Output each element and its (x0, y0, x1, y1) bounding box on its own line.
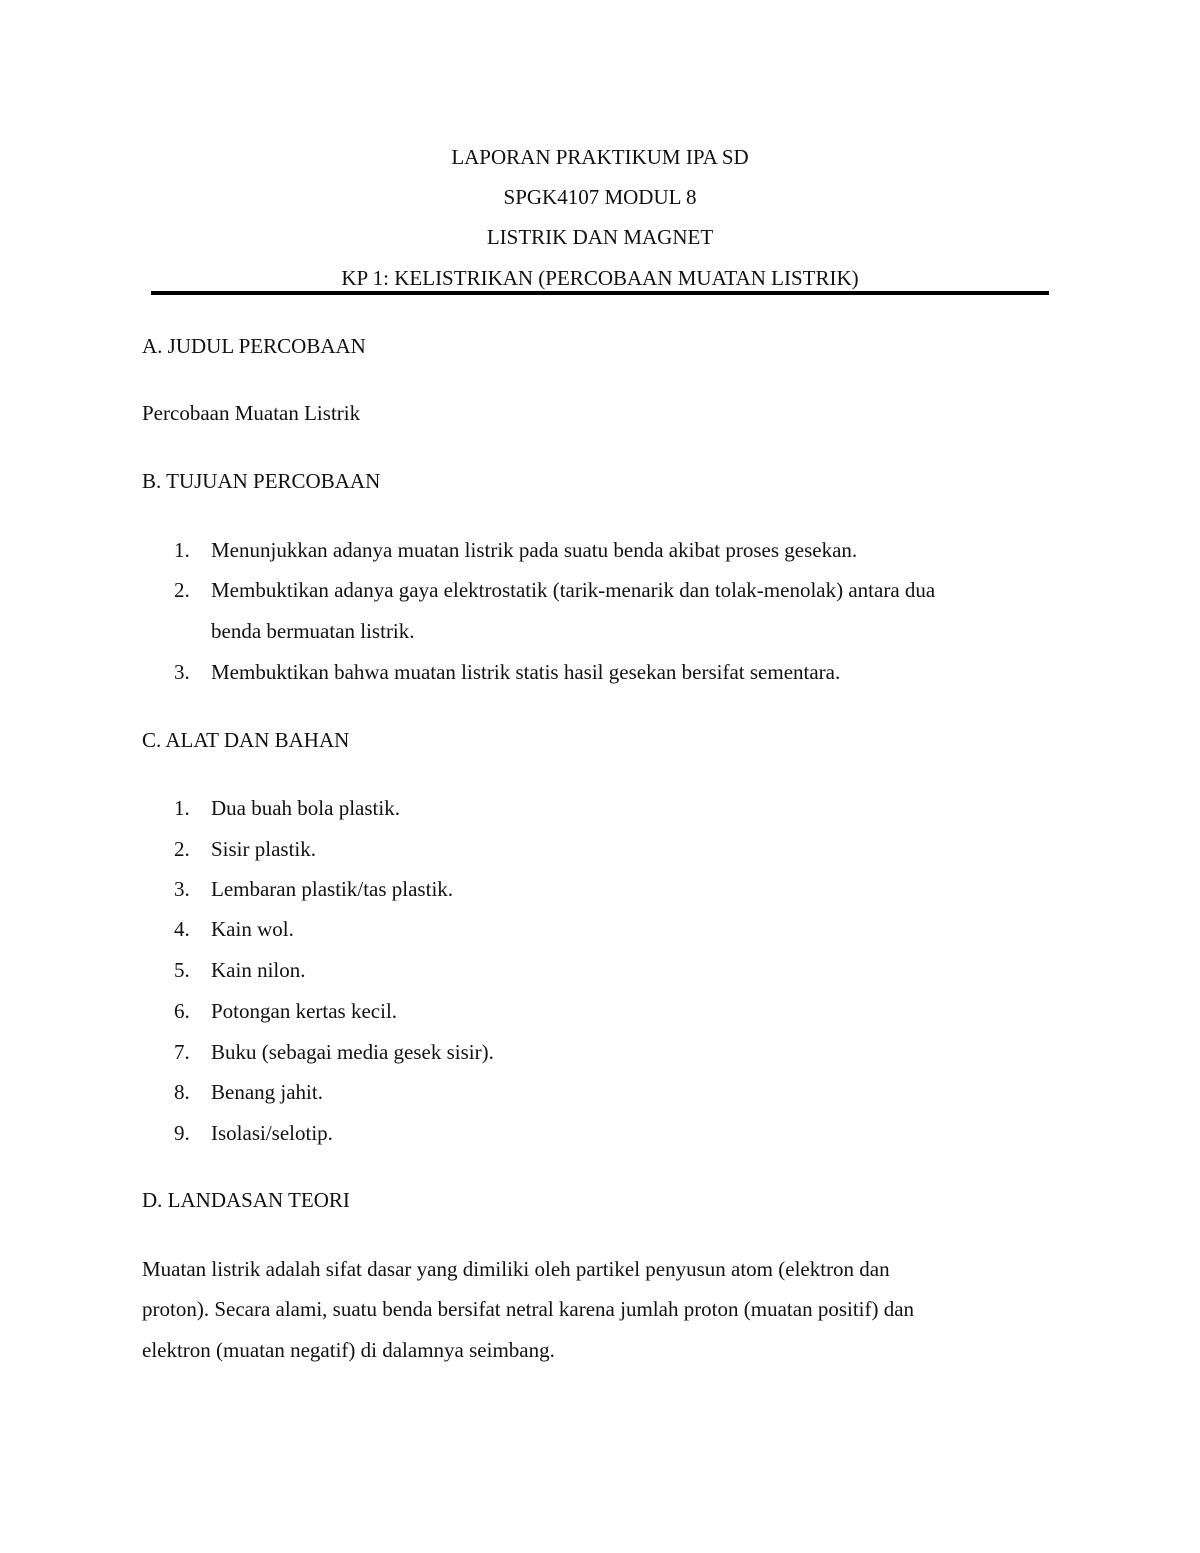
list-item-text: Isolasi/selotip. (211, 1121, 333, 1145)
header-divider (151, 291, 1049, 295)
list-item-text: Membuktikan bahwa muatan listrik statis hasil gesekan bersifat sementara. (211, 660, 841, 684)
list-item-number: 5. (174, 958, 190, 982)
list-item-text: Menunjukkan adanya muatan listrik pada suatu benda akibat proses gesekan. (211, 538, 858, 562)
section-a-heading: A. JUDUL PERCOBAAN (142, 334, 366, 358)
list-item-number: 3. (174, 877, 190, 901)
list-item-number: 6. (174, 999, 190, 1023)
course-module: SPGK4107 MODUL 8 (503, 185, 697, 209)
list-item-text: Potongan kertas kecil. (211, 999, 398, 1023)
list-item-number: 2. (174, 837, 190, 861)
report-title: LAPORAN PRAKTIKUM IPA SD (451, 145, 749, 169)
list-item-text: Sisir plastik. (211, 837, 317, 861)
list-item-number: 9. (174, 1121, 190, 1145)
list-item-number: 8. (174, 1080, 190, 1104)
learning-activity: KP 1: KELISTRIKAN (PERCOBAAN MUATAN LISTRIK) (341, 266, 859, 290)
paragraph-line: proton). Secara alami, suatu benda bersifat netral karena jumlah proton (muatan positif) dan (142, 1297, 915, 1321)
list-item-text: Kain nilon. (211, 958, 306, 982)
list-item-number: 1. (174, 796, 190, 820)
section-c-heading: C. ALAT DAN BAHAN (142, 728, 350, 752)
list-item-number: 7. (174, 1040, 190, 1064)
list-item-text: Membuktikan adanya gaya elektrostatik (tarik-menarik dan tolak-menolak) antara dua (211, 578, 936, 602)
section-b-heading: B. TUJUAN PERCOBAAN (142, 469, 381, 493)
list-item-text: Kain wol. (211, 917, 294, 941)
section-d-heading: D. LANDASAN TEORI (142, 1188, 350, 1212)
module-topic: LISTRIK DAN MAGNET (486, 225, 714, 249)
list-item-text: Benang jahit. (211, 1080, 323, 1104)
list-item-text: benda bermuatan listrik. (211, 619, 415, 643)
paragraph-line: Muatan listrik adalah sifat dasar yang dimiliki oleh partikel penyusun atom (elektron dan (142, 1257, 890, 1281)
list-item-text: Dua buah bola plastik. (211, 796, 400, 820)
list-item-number: 4. (174, 917, 190, 941)
list-item-text: Lembaran plastik/tas plastik. (211, 877, 454, 901)
list-item-number: 2. (174, 578, 190, 602)
paragraph-line: elektron (muatan negatif) di dalamnya seimbang. (142, 1338, 555, 1362)
list-item-number: 3. (174, 660, 190, 684)
list-item-text: Buku (sebagai media gesek sisir). (211, 1040, 494, 1064)
list-item-number: 1. (174, 538, 190, 562)
section-a-text: Percobaan Muatan Listrik (142, 401, 361, 425)
